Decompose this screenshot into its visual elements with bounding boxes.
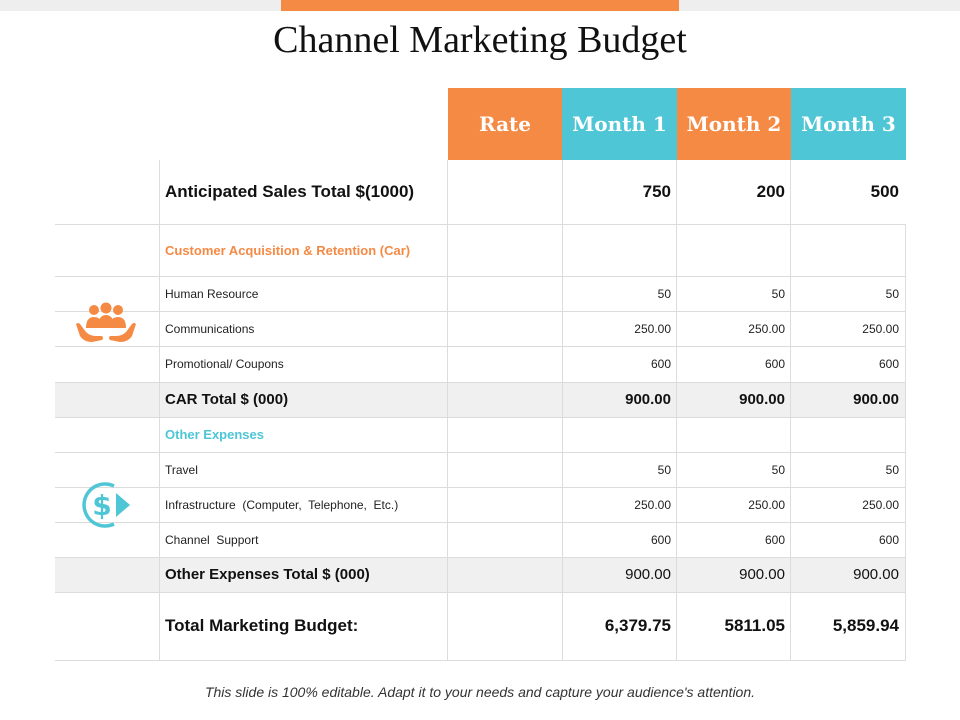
infrastructure-label: Infrastructure (Computer, Telephone, Etc.)	[165, 497, 399, 512]
car-total-m2: 900.00	[739, 391, 785, 408]
footer-note: This slide is 100% editable. Adapt it to your needs and capture your audience's attention.	[204, 684, 756, 700]
channel-support-m2: 600	[764, 532, 785, 547]
infrastructure-m1: 250.00	[634, 497, 671, 512]
channel-support-m3: 600	[878, 532, 899, 547]
human-resource-label: Human Resource	[165, 286, 259, 301]
anticipated-sales-m1: 750	[642, 182, 671, 201]
top-accent-bar	[281, 0, 679, 11]
other-section-label: Other Expenses	[165, 427, 264, 442]
total-budget-label: Total Marketing Budget:	[165, 615, 359, 635]
other-total-m2: 900.00	[739, 566, 785, 583]
communications-label: Communications	[165, 321, 255, 336]
header-rate: Rate	[448, 88, 562, 160]
anticipated-sales-label: Anticipated Sales Total $(1000)	[165, 182, 415, 201]
channel-support-label: Channel Support	[165, 532, 259, 547]
people-in-hands-icon	[74, 300, 138, 346]
dollar-arrow-icon	[78, 478, 134, 532]
total-budget-m2: 5811.05	[724, 615, 785, 635]
car-section-label: Customer Acquisition & Retention (Car)	[165, 242, 411, 258]
travel-m2: 50	[771, 462, 785, 477]
communications-m1: 250.00	[634, 321, 671, 336]
promotional-label: Promotional/ Coupons	[165, 357, 284, 371]
table-divider	[159, 160, 160, 660]
table-divider	[905, 224, 906, 660]
other-total-m1: 900.00	[625, 566, 671, 583]
promotional-m1: 600	[650, 357, 671, 371]
total-budget-m1: 6,379.75	[604, 615, 671, 635]
header-month-2: Month 2	[677, 88, 791, 160]
travel-m1: 50	[657, 462, 671, 477]
communications-m2: 250.00	[748, 321, 785, 336]
other-total-m3: 900.00	[853, 566, 899, 583]
infrastructure-m3: 250.00	[862, 497, 899, 512]
travel-m3: 50	[885, 462, 899, 477]
channel-support-m1: 600	[650, 532, 671, 547]
car-total-label: CAR Total $ (000)	[165, 391, 289, 408]
anticipated-sales-m3: 500	[870, 182, 899, 201]
header-month-3: Month 3	[791, 88, 906, 160]
header-month-1: Month 1	[562, 88, 677, 160]
anticipated-sales-m2: 200	[756, 182, 785, 201]
total-budget-m3: 5,859.94	[832, 615, 899, 635]
other-total-label: Other Expenses Total $ (000)	[165, 566, 370, 583]
page-title: Channel Marketing Budget	[273, 19, 687, 61]
car-total-m1: 900.00	[625, 391, 671, 408]
human-resource-m3: 50	[885, 286, 899, 301]
communications-m3: 250.00	[862, 321, 899, 336]
promotional-m2: 600	[764, 357, 785, 371]
travel-label: Travel	[165, 462, 198, 477]
table-divider	[447, 160, 448, 660]
svg-text:$: $	[92, 489, 112, 522]
car-total-m3: 900.00	[853, 391, 899, 408]
infrastructure-m2: 250.00	[748, 497, 785, 512]
human-resource-m1: 50	[657, 286, 671, 301]
human-resource-m2: 50	[771, 286, 785, 301]
promotional-m3: 600	[878, 357, 899, 371]
